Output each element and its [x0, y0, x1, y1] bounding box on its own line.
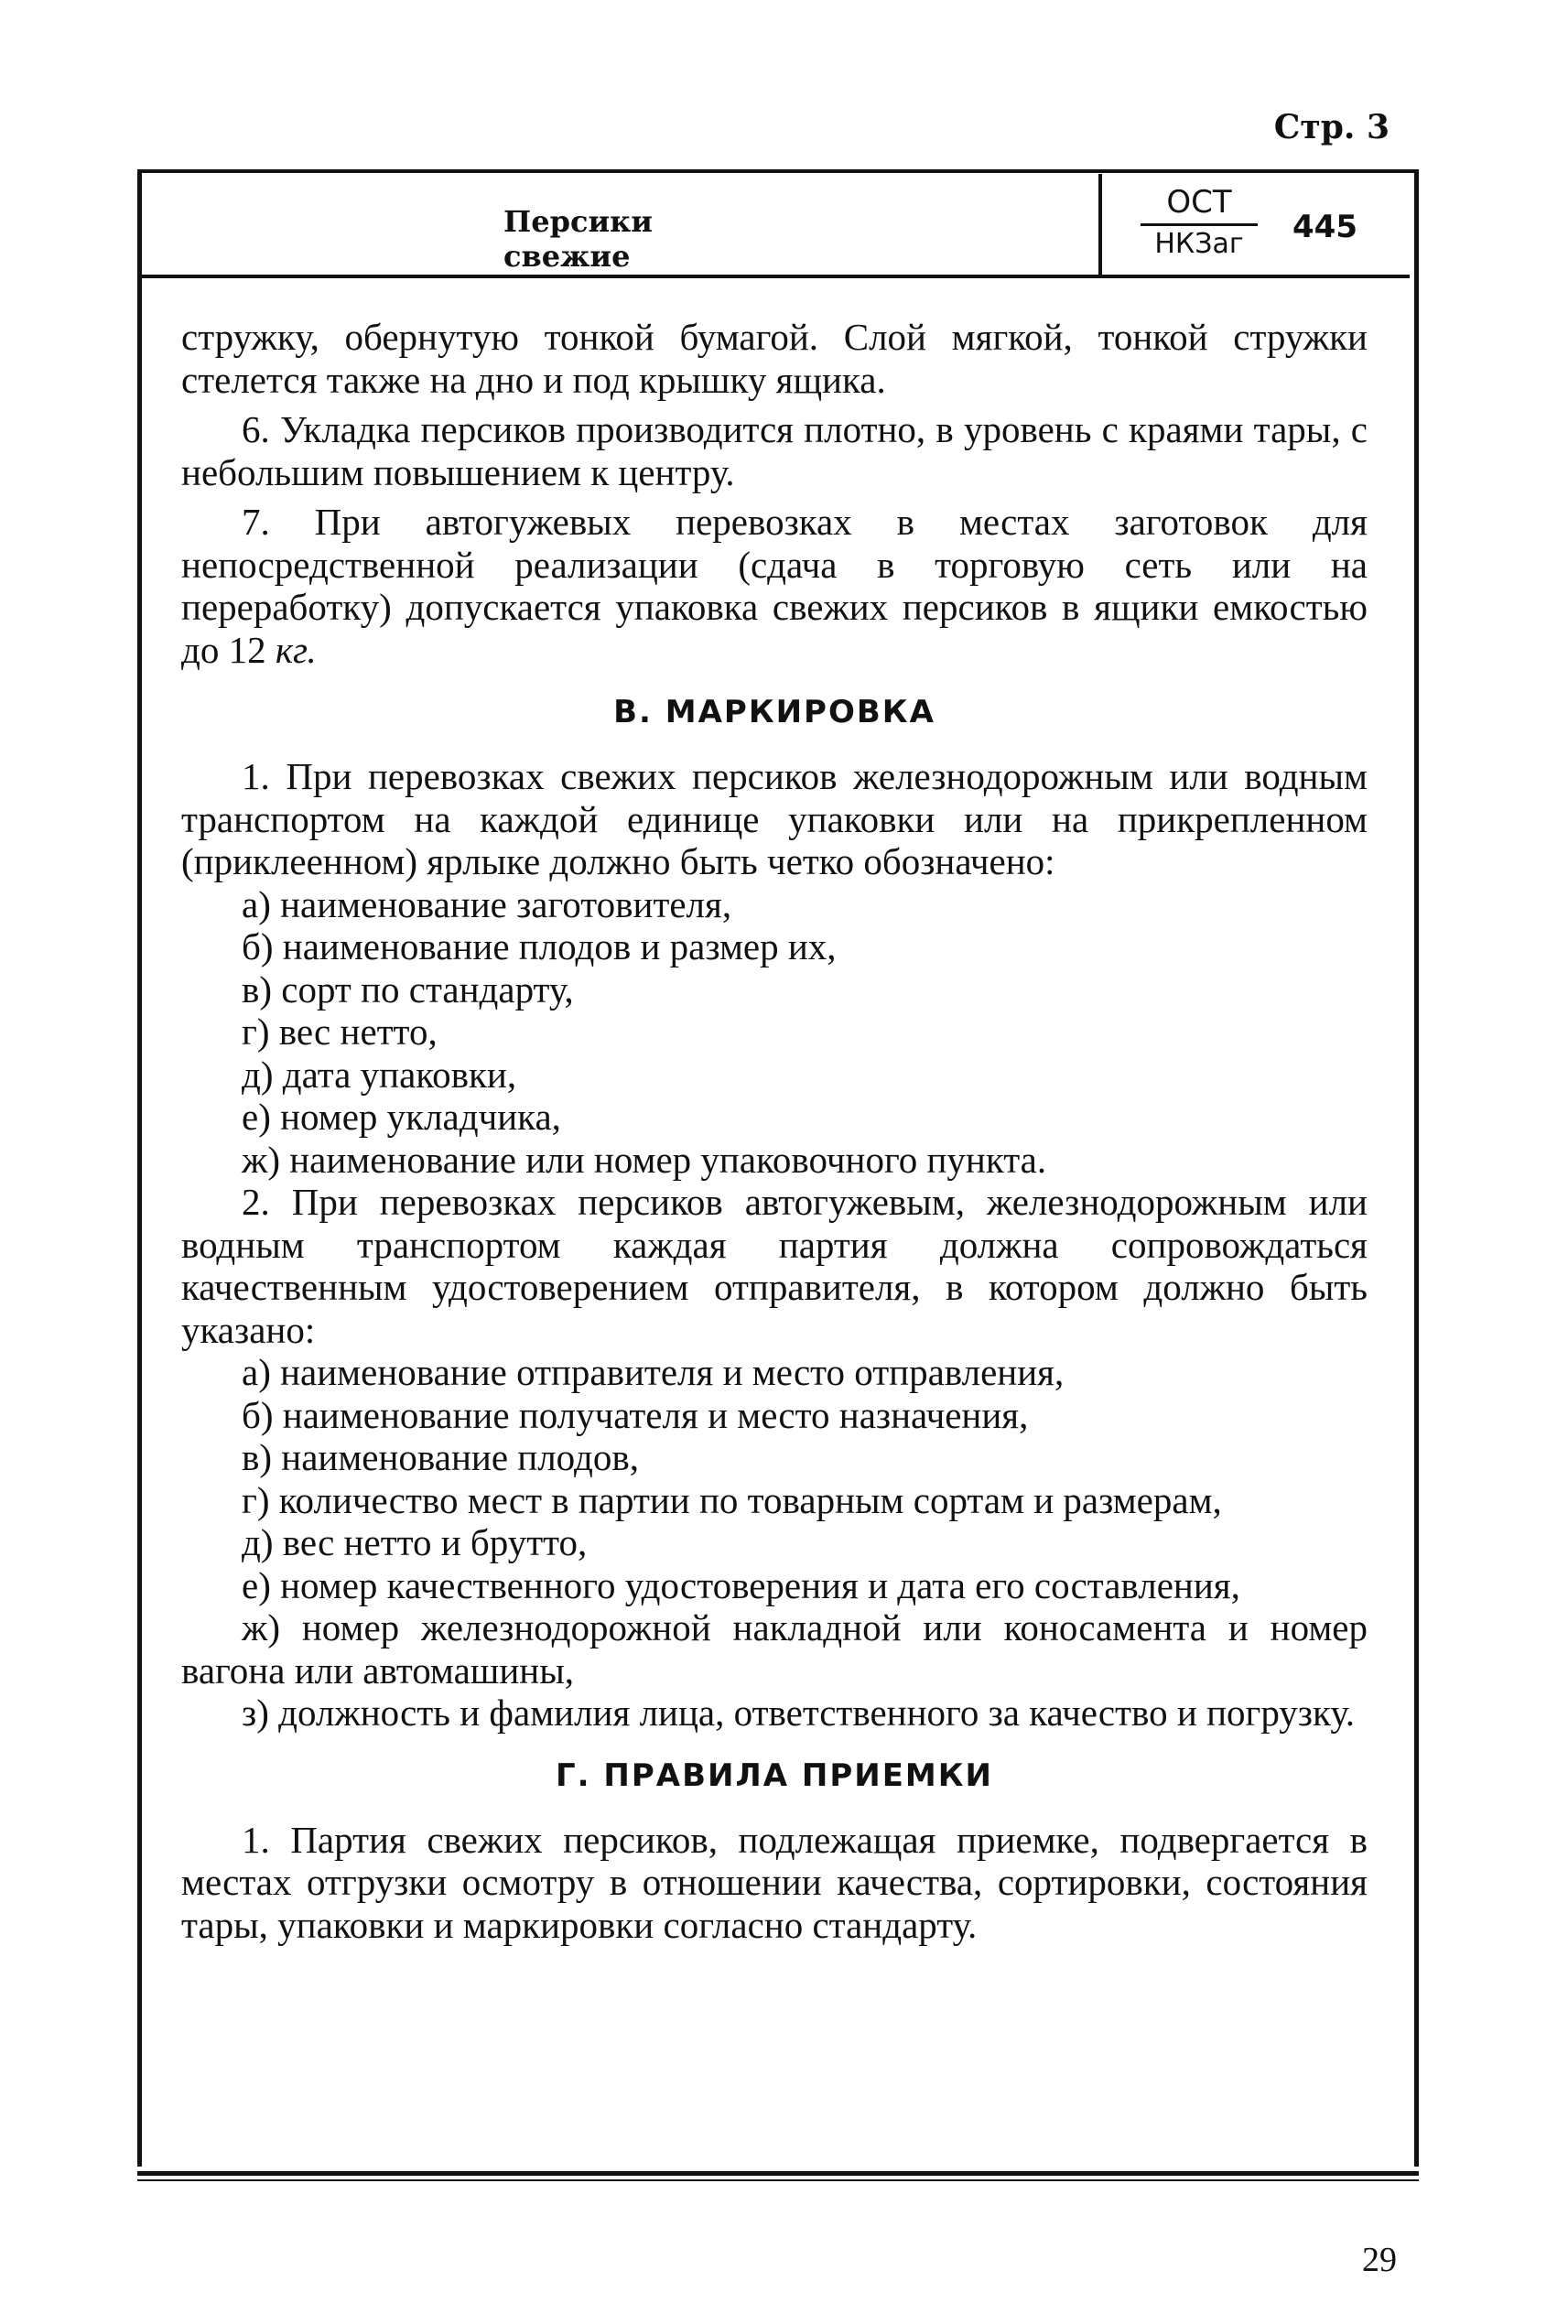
- heading-acceptance-rules: Г. ПРАВИЛА ПРИЕМКИ: [556, 1757, 993, 1794]
- list-item: б) наименование получателя и место назначения,: [242, 1393, 1029, 1436]
- header-vertical-divider: [1098, 174, 1102, 275]
- paragraph-b6: 6. Укладка персиков производится плотно, в уровень с краями тары, с небольшим повышением к центру.: [181, 408, 1368, 493]
- list-item: ж) наименование или номер упаковочного пункта.: [242, 1138, 1047, 1181]
- paragraph-v1: 1. При перевозках свежих персиков железнодорожным или водным транспортом на каждой единице упаковки или на прикрепленном (приклеенном) ярлыке должно быть четко обозначено:: [181, 755, 1368, 882]
- document-title: Персики свежие: [503, 204, 654, 274]
- standard-number: 445: [1292, 209, 1357, 245]
- list-item: г) количество мест в партии по товарным сортам и размерам,: [242, 1478, 1222, 1521]
- paragraph-g1: 1. Партия свежих персиков, подлежащая приемке, подвергается в местах отгрузки осмотру в отношении качества, сортировки, состояния тары, упаковки и маркировки согласно стандарту.: [181, 1818, 1368, 1946]
- list-item: д) вес нетто и брутто,: [242, 1521, 588, 1563]
- frame-bottom-rule: [137, 2171, 1419, 2176]
- page-body: [181, 316, 1368, 1946]
- list-item: з) должность и фамилия лица, ответственного за качество и погрузку.: [242, 1692, 1355, 1734]
- list-item: а) наименование заготовителя,: [242, 882, 732, 925]
- paragraph-v2: 2. При перевозках персиков автогужевым, железнодорожным или водным транспортом каждая партия должна сопровождаться качественным удостоверением отправителя, в котором должно быть указано:: [181, 1181, 1368, 1351]
- page-number: 29: [1362, 2241, 1397, 2279]
- page-label: Стр. 3: [1273, 108, 1390, 146]
- ost-fraction-line: [1141, 223, 1258, 226]
- paragraph-b7-text: 7. При автогужевых перевозках в местах заготовок для непосредственной реализации (сдача в торговую сеть или на переработку) допускается упаковка свежих персиков в ящики емкостью до 12: [181, 501, 1368, 671]
- list-item: д) дата упаковки,: [242, 1053, 517, 1096]
- standard-designation: [1135, 183, 1263, 261]
- list-item: е) номер качественного удостоверения и дата его составления,: [242, 1563, 1240, 1606]
- frame-bottom-rule-thin: [137, 2179, 1419, 2181]
- ost-label: ОСТ: [1166, 184, 1232, 221]
- list-item: в) сорт по стандарту,: [242, 967, 574, 1011]
- list-item: б) наименование плодов и размер их,: [242, 925, 837, 967]
- frame-top-rule: [137, 169, 1419, 173]
- list-item: е) номер укладчика,: [242, 1096, 561, 1138]
- list-item: ж) номер железнодорожной накладной или коносамента и номер вагона или автомашины,: [181, 1606, 1368, 1692]
- list-item: в) наименование плодов,: [242, 1436, 639, 1478]
- paragraph-b7-unit: кг.: [275, 628, 317, 671]
- paragraph-continuation: стружку, обернутую тонкой бумагой. Слой мягкой, тонкой стружки стелется также на дно и под крышку ящика.: [181, 316, 1368, 401]
- header-divider: [142, 275, 1410, 278]
- list-item: г) вес нетто,: [242, 1011, 438, 1053]
- list-item: а) наименование отправителя и место отправления,: [242, 1351, 1065, 1393]
- paragraph-b7: [181, 501, 1368, 671]
- heading-marking: В. МАРКИРОВКА: [613, 694, 935, 730]
- ost-authority: НКЗаг: [1154, 228, 1244, 260]
